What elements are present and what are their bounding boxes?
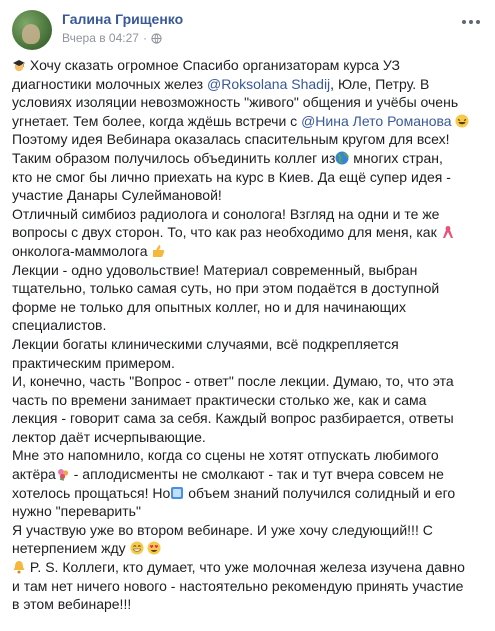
mention-link[interactable]: @Нина Лето Романова [301, 112, 452, 129]
text-line: Отличный симбиоз радиолога и сонолога! Взгляд на одни и те же [12, 205, 440, 222]
graduation-cap-emoji [12, 58, 26, 72]
text-line: Мне это напомнило, когда со сцены не хотят отпускать любимого [12, 447, 439, 464]
text-line: специалистов. [12, 317, 107, 334]
mention-link[interactable]: @Roksolana Shadij [207, 75, 331, 92]
text-line: условиях изоляции невозможность "живого" общения и учёбы очень [12, 94, 459, 111]
text-line [12, 56, 483, 75]
text-line: нетерпением жду [12, 539, 483, 558]
globe-icon[interactable] [151, 33, 162, 44]
bell-emoji [12, 560, 26, 574]
text-line: в этом вебинаре!!! [12, 596, 132, 613]
text-line: форме не только для опытных коллег, но и для начинающих [12, 298, 406, 315]
text-line: лектор даёт исчерпывающие. [12, 428, 206, 445]
text-line: И, конечно, часть "Вопрос - ответ" после лекции. Думаю, то, что эта [12, 373, 454, 390]
text-line: хотелось прощаться! Но объем знаний получился солидный и его [12, 484, 456, 501]
text-line: и там нет ничего нового - настоятельно рекомендую принять участие [12, 577, 464, 594]
text-line: вопросы с двух сторон. То, что как раз необходимо для меня, как [12, 223, 483, 242]
pink-ribbon-emoji [441, 225, 455, 239]
text-line: актёра - аплодисменты не смолкают - так и тут вчера совсем не [12, 466, 444, 483]
text-line: диагностики молочных желез @Roksolana Shadij, Юле, Петру. В [12, 75, 430, 92]
globe-emoji [335, 151, 349, 165]
text-line: нужно "переварить" [12, 503, 141, 520]
author-avatar[interactable] [12, 10, 52, 50]
text-line: угнетает. Тем более, когда ждёшь встречи с @Нина Лето Романова [12, 112, 483, 131]
text-line: тщательно, только самая суть, но при этом подаётся в доступной [12, 280, 440, 297]
grin-emoji [130, 541, 144, 555]
more-options-icon[interactable] [459, 16, 483, 28]
ice-cube-emoji [170, 486, 184, 500]
text-line: участие Данары Сулеймановой! [12, 187, 222, 204]
laughing-emoji [455, 114, 469, 128]
flowers-emoji [56, 467, 70, 481]
text-line: Таким образом получилось объединить коллег из многих стран, [12, 149, 443, 166]
text-line: кто не смог бы лично приехать на курс в Киев. Да ещё супер идея - [12, 168, 451, 185]
text-line: Лекции - одно удовольствие! Материал современный, выбран [12, 261, 418, 278]
heart-eyes-emoji [147, 541, 161, 555]
text-line: Я участвую уже во втором вебинаре. И уже хочу следующий!!! С [12, 521, 433, 538]
post-meta: Вчера в 04:27 · [62, 31, 162, 45]
author-name[interactable]: Галина Грищенко [62, 11, 184, 27]
text-line: часть по времени занимает практически столько же, как и сама [12, 391, 427, 408]
post-timestamp[interactable]: Вчера в 04:27 [62, 31, 139, 45]
text-line: Поэтому идея Вебинара оказалась спасительным кругом для всех! [12, 131, 450, 148]
text-line: практическим примером. [12, 354, 175, 371]
text-segment: Хочу сказать огромное Спасибо организаторам курса УЗ [29, 57, 400, 73]
thumbs-up-emoji [151, 244, 165, 258]
text-line: лекция - говорит сама за себя. Каждый вопрос разбирается, ответы [12, 410, 454, 427]
text-line: Лекции богаты клиническими случаями, всё подкрепляется [12, 335, 399, 352]
post-text [12, 56, 483, 614]
post-header [12, 10, 483, 50]
text-line: P. S. Коллеги, кто думает, что уже молочная железа изучена давно [12, 558, 483, 577]
text-line: онколога-маммолога [12, 242, 483, 261]
